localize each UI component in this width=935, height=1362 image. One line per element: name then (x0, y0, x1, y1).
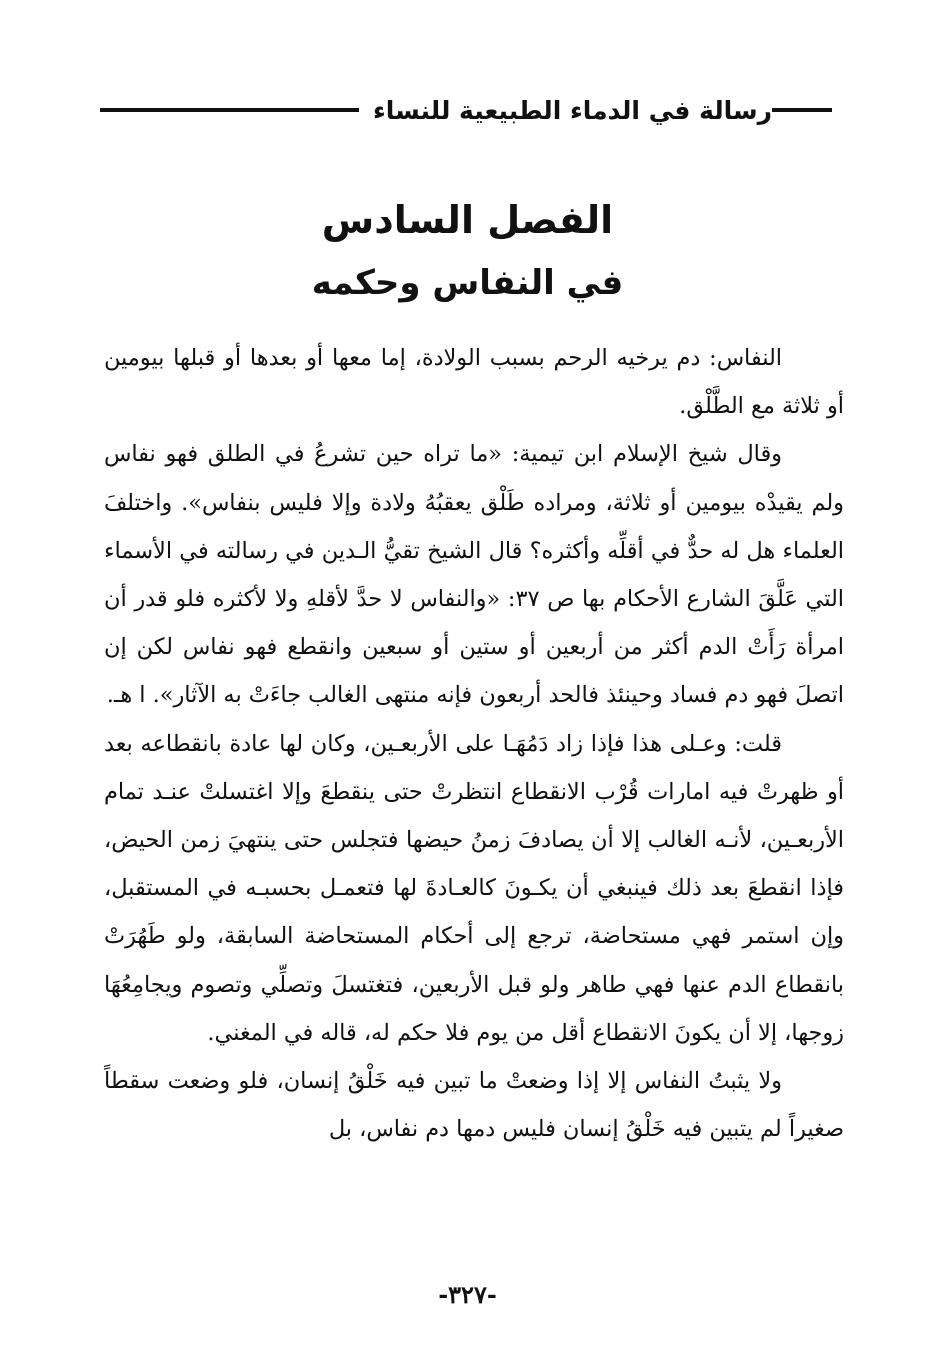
paragraph-ibn-taymiyyah-quote: وقال شيخ الإسلام ابن تيمية: «ما تراه حين تشرعُ في الطلق فهو نفاس ولم يقيدْه بيومين أو ثلاثة، ومراده طَلْق يعقبُهُ ولادة وإلا فليس بنفاس». واختلفَ العلماء هل له حدٌّ في أقلِّه وأكثره؟ قال الشيخ تقيُّ الـدين في رسالته في الأسماء التي عَلَّقَ الشارع الأحكام بها ص ٣٧: «والنفاس لا حدَّ لأقلهِ ولا لأكثره فلو قدر أن امرأة رَأَتْ الدم أكثر من أربعين أو ستين أو سبعين وانقطع فهو نفاس لكن إن اتصلَ فهو دم فساد وحينئذ فالحد أربعون فإنه منتهى الغالب جاءَتْ به الآثار». ا هـ. (104, 441, 844, 709)
body-text (104, 334, 844, 1153)
paragraph-establishing-nifas: ولا يثبتُ النفاس إلا إذا وضعتْ ما تبين فيه خَلْقُ إنسان، فلو وضعت سقطاً صغيراً لم يتبين فيه خَلْقُ إنسان فليس دمها دم نفاس، بل (104, 1068, 844, 1143)
paragraph-definition: النفاس: دم يرخيه الرحم بسبب الولادة، إما معها أو بعدها أو قبلها بيومين أو ثلاثة مع الطَّلْق. (104, 345, 844, 420)
header-rule-left (100, 108, 359, 112)
chapter-subtitle: في النفاس وحكمه (311, 263, 624, 303)
running-header (100, 88, 842, 132)
header-rule-right (772, 108, 832, 112)
page-number: -٣٢٧- (438, 1280, 497, 1309)
paragraph-author-opinion: قلت: وعـلى هذا فإذا زاد دَمُهَـا على الأربعـين، وكان لها عادة بانقطاعه بعد أو ظهرتْ فيه امارات قُرْب الانقطاع انتظرتْ حتى ينقطعَ وإلا اغتسلتْ عنـد تمام الأربعـين، لأنـه الغالب إلا أن يصادفَ زمنُ حيضها فتجلس حتى ينتهيَ زمن الحيض، فإذا انقطعَ بعد ذلك فينبغي أن يكـونَ كالعـادةَ لها فتعمـل بحسبـه في المستقبل، وإن استمر فهي مستحاضة، ترجع إلى أحكام المستحاضة السابقة، ولو طَهُرَتْ بانقطاع الدم عنها فهي طاهر ولو قبل الأربعين، فتغتسلَ وتصلِّي وتصوم ويجامِعُهَا زوجها، إلا أن يكونَ الانقطاع أقل من يوم فلا حكم له، قاله في المغني. (104, 730, 844, 1046)
chapter-title: الفصل السادس (321, 198, 614, 242)
running-header-title: رسالة في الدماء الطبيعية للنساء (372, 95, 772, 125)
